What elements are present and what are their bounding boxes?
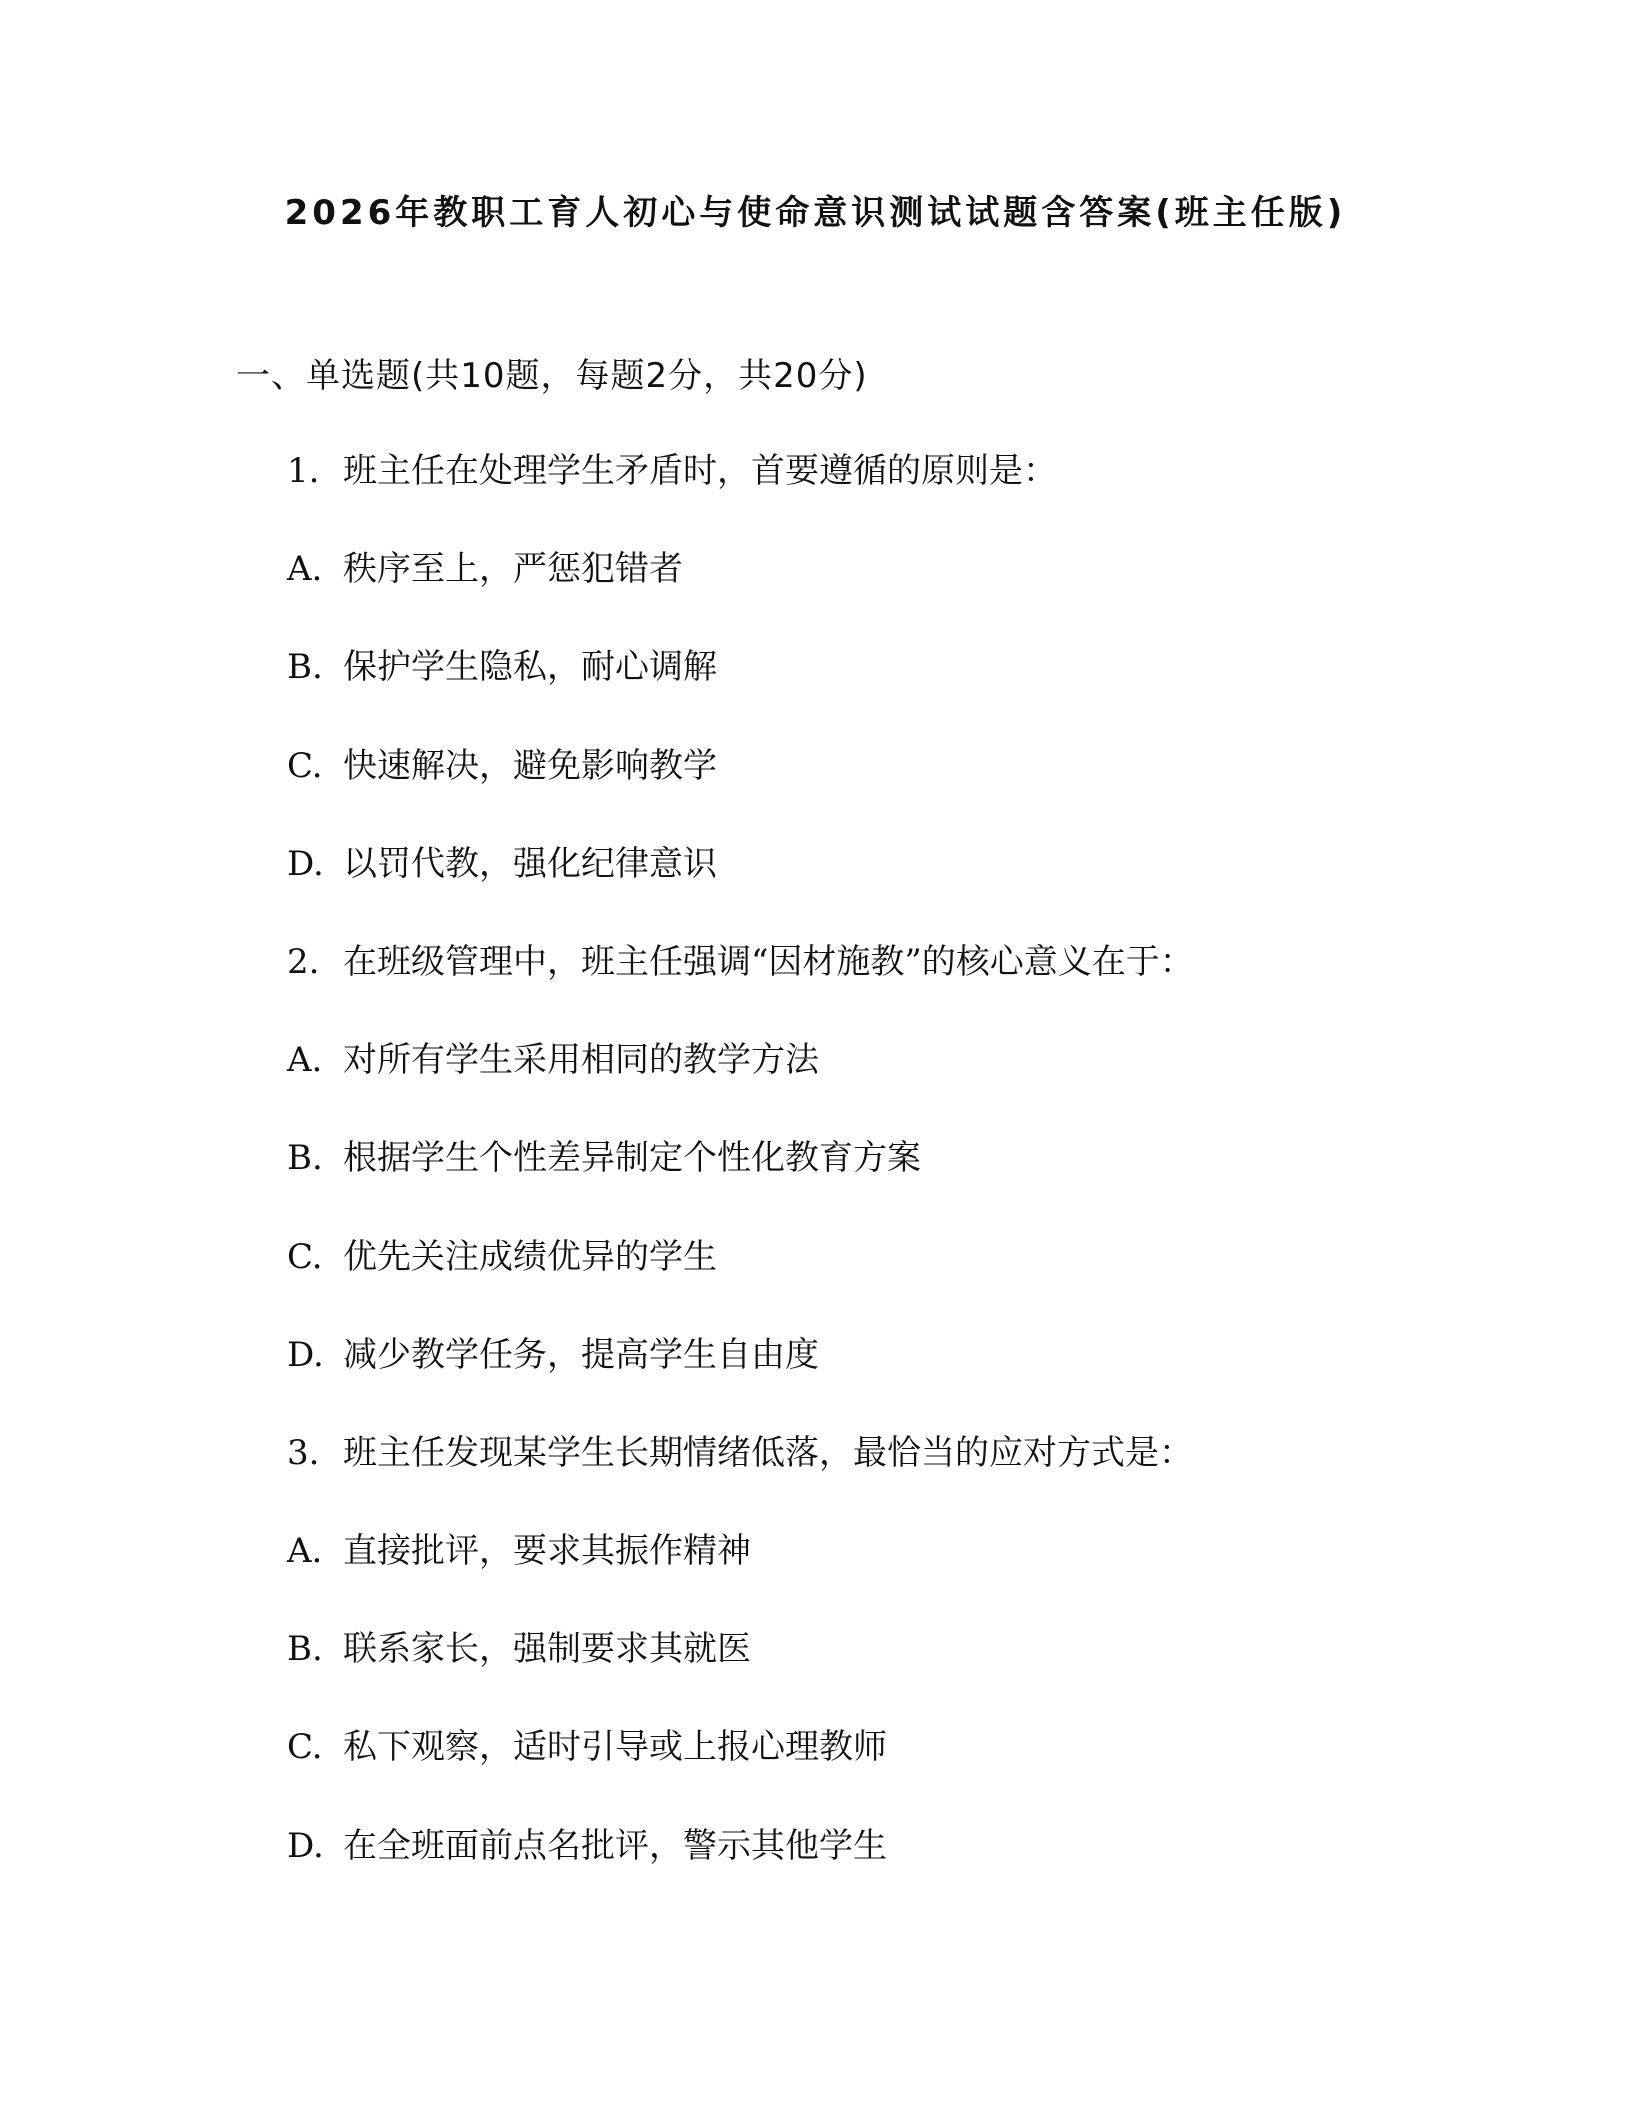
- option-text: 私下观察，适时引导或上报心理教师: [343, 1727, 887, 1768]
- option-text: 根据学生个性差异制定个性化教育方案: [343, 1138, 921, 1179]
- question-text: 班主任发现某学生长期情绪低落，最恰当的应对方式是：: [343, 1432, 1193, 1473]
- section-heading: 一、单选题(共10题，每题2分，共20分): [236, 356, 868, 396]
- option-b: [287, 644, 1537, 742]
- option-label: A.: [287, 549, 323, 590]
- option-b: [287, 1135, 1537, 1233]
- option-b: [287, 1626, 1537, 1724]
- option-c: [287, 1724, 1537, 1822]
- option-text: 联系家长，强制要求其就医: [343, 1629, 751, 1670]
- option-a: [287, 546, 1537, 644]
- option-text: 秩序至上，严惩犯错者: [343, 549, 683, 590]
- question-text: 在班级管理中，班主任强调“因材施教”的核心意义在于：: [343, 941, 1194, 982]
- option-text: 优先关注成绩优异的学生: [343, 1236, 717, 1277]
- option-d: [287, 841, 1537, 939]
- option-d: [287, 1332, 1537, 1430]
- option-label: D.: [287, 1334, 324, 1375]
- question-1: [287, 448, 1537, 939]
- option-c: [287, 1234, 1537, 1332]
- option-text: 直接批评，要求其振作精神: [343, 1531, 751, 1572]
- option-a: [287, 1037, 1537, 1135]
- question-number: 3.: [287, 1432, 320, 1473]
- question-stem: [287, 448, 1537, 546]
- option-label: B.: [287, 1629, 323, 1670]
- option-label: C.: [287, 1236, 323, 1277]
- option-label: B.: [287, 1138, 323, 1179]
- option-a: [287, 1528, 1537, 1626]
- option-text: 在全班面前点名批评，警示其他学生: [343, 1825, 887, 1866]
- option-label: D.: [287, 1825, 324, 1866]
- option-d: [287, 1823, 1537, 1921]
- option-text: 保护学生隐私，耐心调解: [343, 647, 717, 688]
- option-label: D.: [287, 843, 324, 884]
- option-label: C.: [287, 1727, 323, 1768]
- question-text: 班主任在处理学生矛盾时，首要遵循的原则是：: [343, 451, 1057, 491]
- option-c: [287, 743, 1537, 841]
- option-label: A.: [287, 1531, 323, 1572]
- option-text: 快速解决，避免影响教学: [343, 745, 717, 786]
- question-list: [287, 448, 1537, 1921]
- document-title: 2026年教职工育人初心与使命意识测试试题含答案(班主任版): [284, 193, 1347, 233]
- question-2: [287, 939, 1537, 1430]
- question-number: 1.: [287, 451, 320, 491]
- option-text: 减少教学任务，提高学生自由度: [343, 1334, 819, 1375]
- question-stem: [287, 1430, 1537, 1528]
- question-number: 2.: [287, 941, 320, 982]
- option-label: B.: [287, 647, 323, 688]
- option-label: A.: [287, 1040, 323, 1081]
- question-stem: [287, 939, 1537, 1037]
- option-label: C.: [287, 745, 323, 786]
- option-text: 对所有学生采用相同的教学方法: [343, 1040, 819, 1081]
- question-3: [287, 1430, 1537, 1921]
- option-text: 以罚代教，强化纪律意识: [343, 843, 717, 884]
